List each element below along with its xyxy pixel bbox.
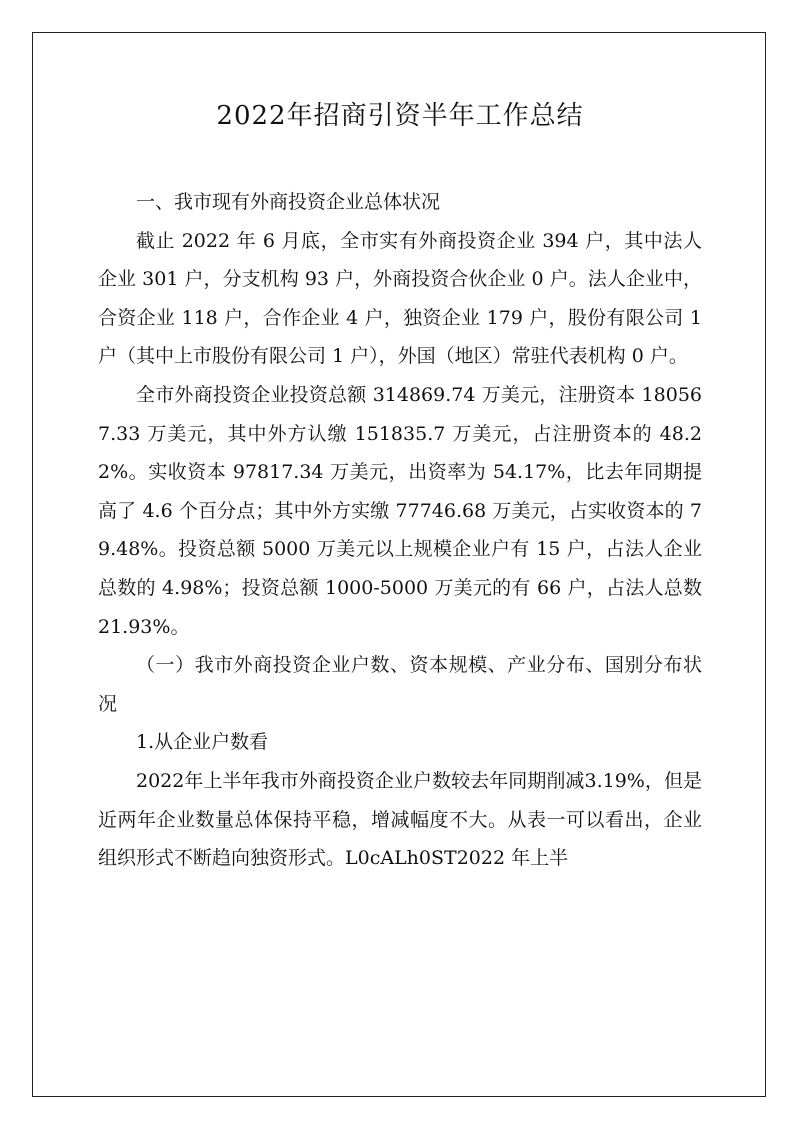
body-paragraph: 全市外商投资企业投资总额 314869.74 万美元，注册资本 180567.33 万美元，其中外方认缴 151835.7 万美元，占注册资本的 48.22%。实收资本 97817.34 万美元，出资率为 54.17%，比去年同期提高了 4.6 个百分点；其中外方实缴 77746.68 万美元，占实收资本的 79.48%。投资总额 5000 万美元以上规模企业户有 15 户，占法人企业总数的 4.98%；投资总额 1000-5000 万美元的有 66 户，占法人总数 21.93%。 bbox=[98, 383, 702, 638]
body-paragraph: 截止 2022 年 6 月底，全市实有外商投资企业 394 户，其中法人企业 301 户，分支机构 93 户，外商投资合伙企业 0 户。法人企业中，合资企业 118 户，合作企业 4 户，独资企业 179 户，股份有限公司 1 户（其中上市股份有限公司 1 户），外国（地区）常驻代表机构 0 户。 bbox=[98, 229, 702, 368]
body-paragraph: 2022年上半年我市外商投资企业户数较去年同期削减3.19%，但是近两年企业数量总体保持平稳，增减幅度不大。从表一可以看出，企业组织形式不断趋向独资形式。L0cALh0ST2022 年上半 bbox=[98, 769, 702, 870]
subsection-item: 1.从企业户数看 bbox=[136, 731, 269, 754]
document-body bbox=[98, 183, 702, 878]
subsection-heading: （一）我市外商投资企业户数、资本规模、产业分布、国别分布状况 bbox=[98, 654, 702, 715]
section-heading: 一、我市现有外商投资企业总体状况 bbox=[136, 191, 441, 213]
document-title: 2022年招商引资半年工作总结 bbox=[216, 101, 584, 131]
